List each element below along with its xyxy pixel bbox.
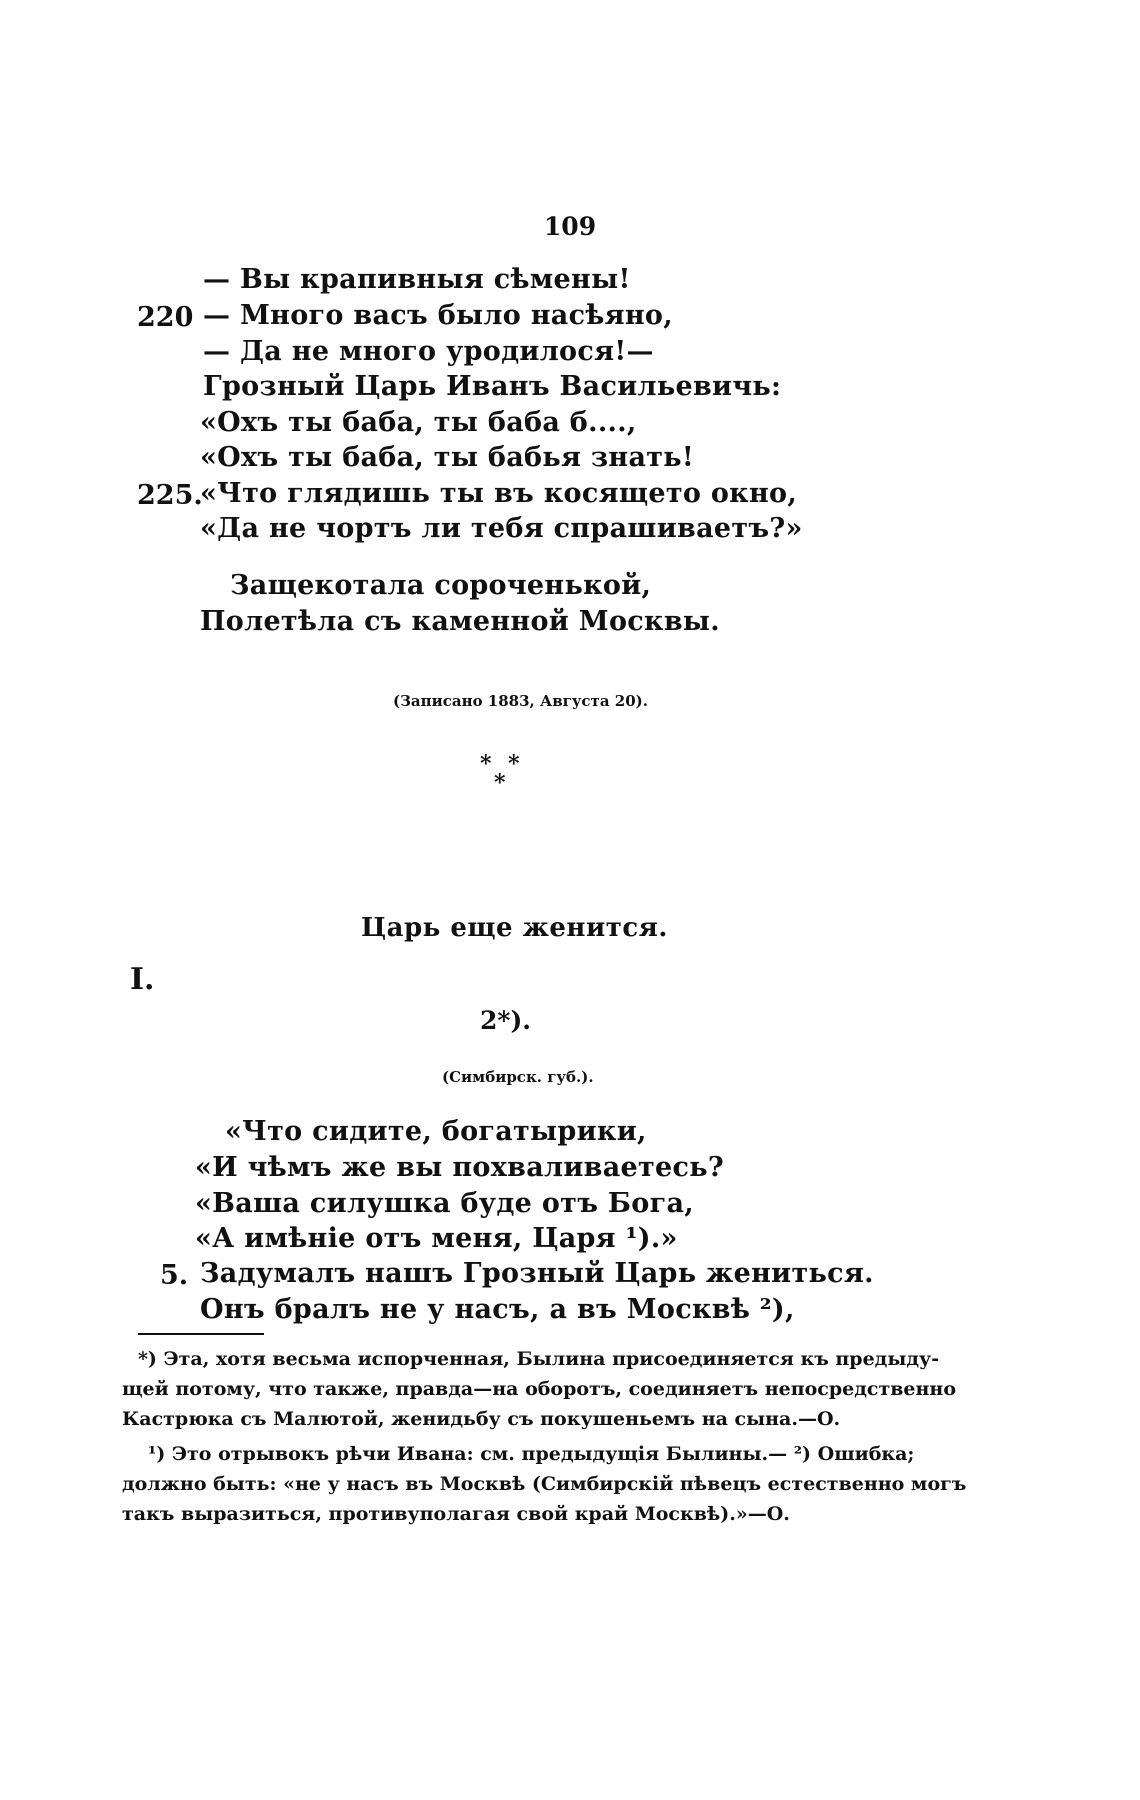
verse-line: «Что сидите, богатырики,	[225, 1116, 647, 1147]
verse-line: «Охъ ты баба, ты баба б....,	[200, 407, 637, 438]
verse-line: «Ваша силушка буде отъ Бога,	[195, 1188, 694, 1219]
footnote-line: такъ выразиться, противуполагая свой край Москвѣ).»—О.	[122, 1503, 790, 1525]
footnote-line: Кастрюка съ Малютой, женидьбу съ покушеньемъ на сына.—О.	[122, 1408, 841, 1430]
verse-line: «А имѣніе отъ меня, Царя ¹).»	[195, 1223, 678, 1254]
verse-line: «Охъ ты баба, ты бабья знать!	[200, 442, 695, 473]
verse-line: Полетѣла съ каменной Москвы.	[200, 606, 720, 637]
section-mark: 2*).	[480, 1006, 532, 1035]
footnote-line: ¹) Это отрывокъ рѣчи Ивана: см. предыдущія Былины.— ²) Ошибка;	[148, 1443, 915, 1465]
footnote-line: *) Эта, хотя весьма испорченная, Былина присоединяется къ предыду-	[138, 1348, 940, 1370]
verse-line: — Вы крапивныя сѣмены!	[203, 264, 631, 295]
verse-line: — Да не много уродилося!—	[203, 336, 654, 367]
page-number: 109	[543, 212, 597, 241]
line-number: 5.	[160, 1260, 189, 1291]
footnote-line: щей потому, что также, правда—на оборотъ, соединяетъ непосредственно	[122, 1378, 956, 1400]
verse-line: «Что глядишь ты въ косящето окно,	[200, 478, 798, 509]
verse-line: «И чѣмъ же вы похваливаетесь?	[195, 1152, 724, 1183]
region-note: (Симбирск. губ.).	[442, 1068, 594, 1086]
recorded-note: (Записано 1883, Августа 20).	[393, 692, 648, 710]
footnote-line: должно быть: «не у насъ въ Москвѣ (Симбирскій пѣвецъ естественно могъ	[122, 1473, 967, 1495]
verse-line: — Много васъ было насѣяно,	[203, 300, 673, 331]
book-page: 109 — Вы крапивныя сѣмены! 220 — Много васъ было насѣяно, — Да не много уродилося!— Грозный Царь Иванъ Васильевичь: «Охъ ты баба, ты баба б...., «Охъ ты баба, ты бабья знать! 225. «Что глядишь ты въ косящето окно, «Да не чортъ ли тебя спрашиваетъ?» Защекотала сороченькой, Полетѣла съ каменной Москвы. (Записано 1883, Августа 20). * * * Царь еще женится. I. 2*). (Симбирск. губ.). «Что сидите, богатырики, «И чѣмъ же вы похваливаетесь? «Ваша силушка буде отъ Бога, «А имѣніе отъ меня, Царя ¹).» 5. Задумалъ нашъ Грозный Царь жениться. Онъ бралъ не у насъ, а въ Москвѣ ²), *) Эта, хотя весьма испорченная, Былина присоединяется къ предыду- щей потому, что также, правда—на оборотъ, соединяетъ непосредственно Кастрюка съ Малютой, женидьбу съ покушеньемъ на сына.—О. ¹) Это отрывокъ рѣчи Ивана: см. предыдущія Былины.— ²) Ошибка; должно быть: «не у насъ въ Москвѣ (Симбирскій пѣвецъ естественно могъ такъ выразиться, противуполагая свой край Москвѣ).»—О.	[0, 0, 1140, 1800]
verse-line: Защекотала сороченькой,	[230, 570, 652, 601]
section-title: Царь еще женится.	[361, 913, 668, 943]
verse-line: Грозный Царь Иванъ Васильевичь:	[203, 371, 782, 402]
footnote-rule	[138, 1333, 264, 1335]
verse-line: Онъ бралъ не у насъ, а въ Москвѣ ²),	[200, 1294, 795, 1325]
verse-line: «Да не чортъ ли тебя спрашиваетъ?»	[200, 513, 803, 544]
verse-line: Задумалъ нашъ Грозный Царь жениться.	[200, 1258, 874, 1289]
roman-numeral: I.	[130, 962, 155, 997]
line-number: 225.	[137, 480, 203, 511]
line-number: 220	[137, 302, 194, 333]
